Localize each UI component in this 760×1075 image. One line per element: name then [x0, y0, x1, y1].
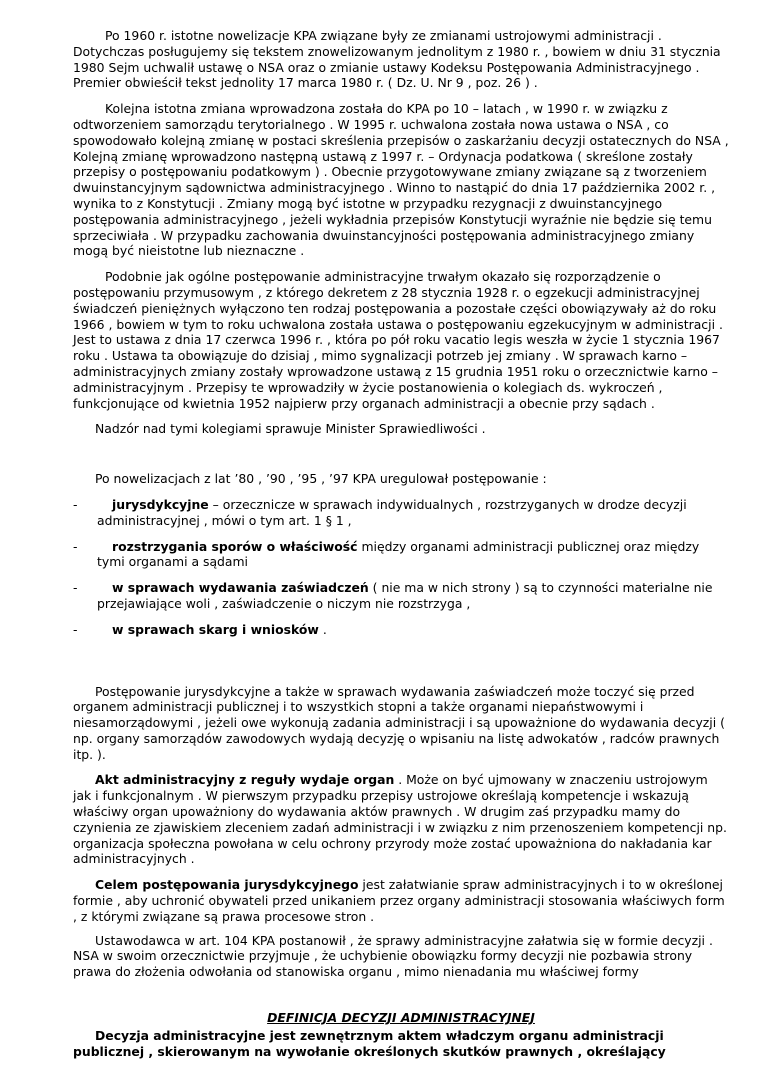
list-item: [73, 580, 729, 612]
paragraph-lead: Celem postępowania jurysdykcyjnego: [95, 877, 359, 893]
list-item-text: ( nie ma w nich strony ) są to czynności materialne nie przejawiające woli , zaświadczenie o niczym nie rozstrzyga ,: [97, 580, 713, 611]
list-item-term: w sprawach wydawania zaświadczeń: [112, 580, 369, 596]
paragraph-administrative-act: [73, 772, 729, 867]
list-item-term: w sprawach skarg i wniosków: [112, 621, 319, 637]
paragraph-lead: Akt administracyjny z reguły wydaje organ: [95, 772, 395, 788]
document-page: [73, 28, 729, 1059]
list-item-text: – orzecznicze w sprawach indywidualnych , rozstrzyganych w drodze decyzji administracyjnej , mówi o tym art. 1 § 1 ,: [97, 496, 687, 528]
paragraph-body: jest załatwianie spraw administracyjnych i to w określonej formie , aby uchronić obywateli przed unikaniem przez organy administracji stosowania właściwych form , z którymi związane są prawa procesowe stron .: [73, 877, 725, 924]
list-item: [73, 622, 729, 638]
list-dash: -: [73, 580, 78, 596]
paragraph-definition: Decyzja administracyjne jest zewnętrznym aktem władczym organu administracji publicznej , skierowanym na wywołanie określonych skutków prawnych , określający: [73, 1027, 666, 1059]
paragraph-kpa-1990: Kolejna istotna zmiana wprowadzona została do KPA po 10 – latach , w 1990 r. w związku z odtworzeniem samorządu terytorialnego . W 1995 r. uchwalona została nowa ustawa o NSA , co spowodowało kolejną zmianę w postaci skreślenia przepisów o zaskarżaniu decyzji ostatecznych do NSA , Kolejną zmianę wprowadzono następną ustawą z 1997 r. – Ordynacja podatkowa ( skreślone zostały przepisy o postępowaniu podatkowym ) . Obecnie przygotowywane zmiany związane są z tworzeniem dwuinstancyjnym sądownictwa administracyjnego . Winno to nastąpić do dnia 17 października 2002 r. , wynika to z Konstytucji . Zmiany mogą być istotne w przypadku rezygnacji z dwuinstancyjnego postępowania administracyjnego , jeżeli wykładnia przepisów Konstytucji wyraźnie nie będzie się temu sprzeciwiała . W przypadku zachowania dwuinstancyjności postępowania administracyjnego zmiany mogą być nieistotne lub nieznaczne .: [73, 101, 729, 259]
list-item-text: między organami administracji publicznej oraz między tymi organami a sądami: [97, 538, 700, 570]
list-dash: -: [73, 538, 78, 554]
paragraph-jurisdiction: Postępowanie jurysdykcyjne a także w sprawach wydawania zaświadczeń może toczyć się przed organem administracji publicznej i to wszystkich stopni a także organami niepaństwowymi i niesamorządowymi , jeżeli owe wykonują zadania administracji i są upoważnione do wydawania decyzji ( np. organy samorządów zawodowych wydają decyzję o wpisaniu na listę adwokatów , radców prawnych itp. ).: [73, 683, 725, 762]
list-item: [73, 497, 729, 529]
list-dash: -: [73, 496, 78, 512]
section-heading: DEFINICJA DECYZJI ADMINISTRACYJNEJ: [267, 1010, 535, 1026]
list-item-term: jurysdykcyjne: [112, 496, 209, 512]
paragraph-kpa-regulated: Po nowelizacjach z lat ’80 , ’90 , ’95 , ’97 KPA uregulował postępowanie :: [95, 471, 547, 487]
paragraph-enforcement: Podobnie jak ogólne postępowanie administracyjne trwałym okazało się rozporządzenie o postępowaniu przymusowym , z którego dekretem z 28 stycznia 1928 r. o egzekucji administracyjnej świadczeń pieniężnych wyłączono ten rodzaj postępowania a pozostałe części obowiązywały aż do roku 1966 , bowiem w tym to roku uchwalona została ustawa o postępowaniu egzekucyjnym w administracji . Jest to ustawa z dnia 17 czerwca 1996 r. , która po pół roku vacatio legis weszła w życie 1 stycznia 1967 roku . Ustawa ta obowiązuje do dzisiaj , mimo sygnalizacji potrzeb jej zmiany . W sprawach karno – administracyjnych zmiany zostały wprowadzone ustawą z 15 grudnia 1951 roku o orzecznictwie karno – administracyjnym . Przepisy te wprowadziły w życie postanowienia o kolegiach ds. wykroczeń , funkcjonujące od kwietnia 1952 najpierw przy organach administracji a obecnie przy sądach .: [73, 269, 723, 411]
paragraph-purpose: [73, 877, 729, 924]
list-item-text: .: [318, 621, 327, 637]
list-dash: -: [73, 621, 78, 637]
paragraph-body: . Może on być ujmowany w znaczeniu ustrojowym jak i funkcjonalnym . W pierwszym przypadku przepisy ustrojowe określają kompetencje i wskazują właściwy organ upoważniony do wydawania aktów prawnych . W drugim zaś przypadku mamy do czynienia ze zjawiskiem zleceniem zadań administracji i w związku z nim przenoszeniem kompetencji np. organizacja społeczna powołana w celu ochrony przyrody może zostać upoważniona do nakładania kar administracyjnych .: [73, 772, 727, 867]
paragraph-supervision: Nadzór nad tymi kolegiami sprawuje Minister Sprawiedliwości .: [95, 421, 486, 437]
paragraph-kpa-1960: Po 1960 r. istotne nowelizacje KPA związane były ze zmianami ustrojowymi administracji . Dotychczas posługujemy się tekstem znowelizowanym jednolitym z 1980 r. , bowiem w dniu 31 stycznia 1980 Sejm uchwalił ustawę o NSA oraz o zmianie ustawy Kodeksu Postępowania Administracyjnego . Premier obwieścił tekst jednolity 17 marca 1980 r. ( Dz. U. Nr 9 , poz. 26 ) .: [73, 28, 721, 91]
list-item: [73, 539, 729, 571]
list-item-term: rozstrzygania sporów o właściwość: [112, 538, 358, 554]
paragraph-art-104: Ustawodawca w art. 104 KPA postanowił , że sprawy administracyjne załatwia się w formie decyzji . NSA w swoim orzecznictwie przyjmuje , że uchybienie obowiązku formy decyzji nie pozbawia strony prawa do złożenia odwołania od stanowiska organu , mimo nienadania mu właściwej formy: [73, 932, 713, 980]
